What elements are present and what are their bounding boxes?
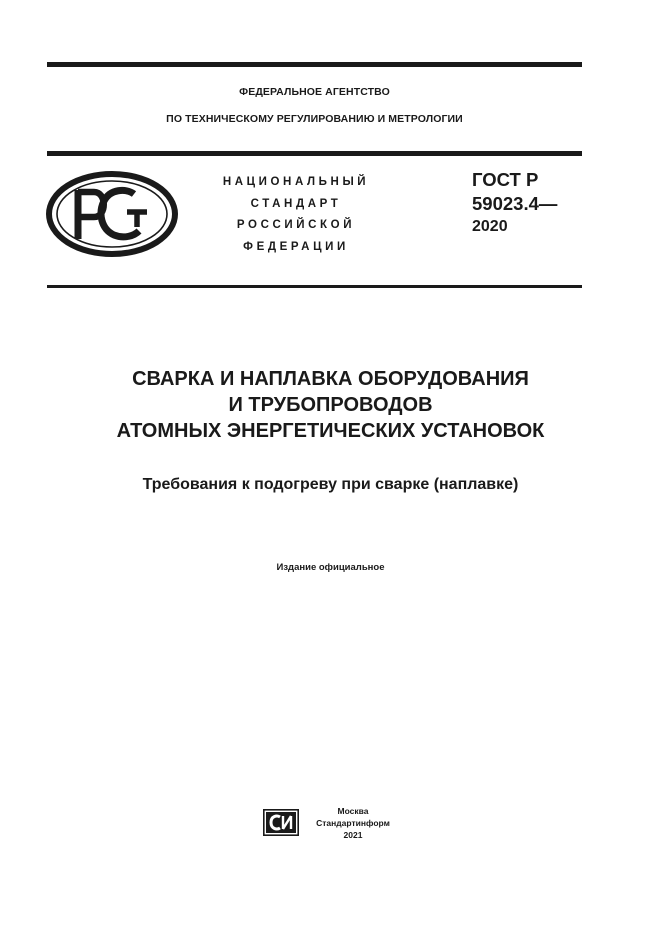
national-line-1: НАЦИОНАЛЬНЫЙ	[222, 176, 370, 188]
document-title	[47, 366, 614, 444]
national-line-4: ФЕДЕРАЦИИ	[243, 240, 349, 253]
designation-line-2: 59023.4—	[472, 193, 558, 214]
imprint-publisher: Стандартинформ	[316, 818, 390, 828]
edition-note: Издание официальное	[276, 562, 385, 573]
gost-r-emblem-icon	[44, 170, 180, 258]
top-rule	[47, 62, 582, 67]
standard-designation	[472, 168, 592, 238]
designation-year: 2020	[472, 218, 508, 235]
national-line-3: РОССИЙСКОЙ	[236, 219, 356, 231]
agency-name-line-2: ПО ТЕХНИЧЕСКОМУ РЕГУЛИРОВАНИЮ И МЕТРОЛОГИИ	[166, 113, 463, 125]
imprint-year: 2021	[343, 830, 363, 840]
imprint	[300, 805, 406, 841]
title-line-3: АТОМНЫХ ЭНЕРГЕТИЧЕСКИХ УСТАНОВОК	[116, 420, 545, 442]
agency-name-line-1: ФЕДЕРАЛЬНОЕ АГЕНТСТВО	[239, 86, 390, 98]
title-line-2: И ТРУБОПРОВОДОВ	[228, 394, 433, 416]
bottom-rule	[47, 285, 582, 288]
document-subtitle: Требования к подогреву при сварке (наплавке)	[142, 476, 519, 493]
national-line-2: СТАНДАРТ	[250, 197, 342, 210]
title-line-1: СВАРКА И НАПЛАВКА ОБОРУДОВАНИЯ	[132, 368, 529, 390]
middle-rule	[47, 151, 582, 156]
national-standard-label	[200, 172, 392, 258]
standartinform-logo-icon	[263, 809, 299, 836]
designation-line-1: ГОСТ Р	[472, 169, 539, 190]
imprint-city: Москва	[337, 806, 369, 816]
